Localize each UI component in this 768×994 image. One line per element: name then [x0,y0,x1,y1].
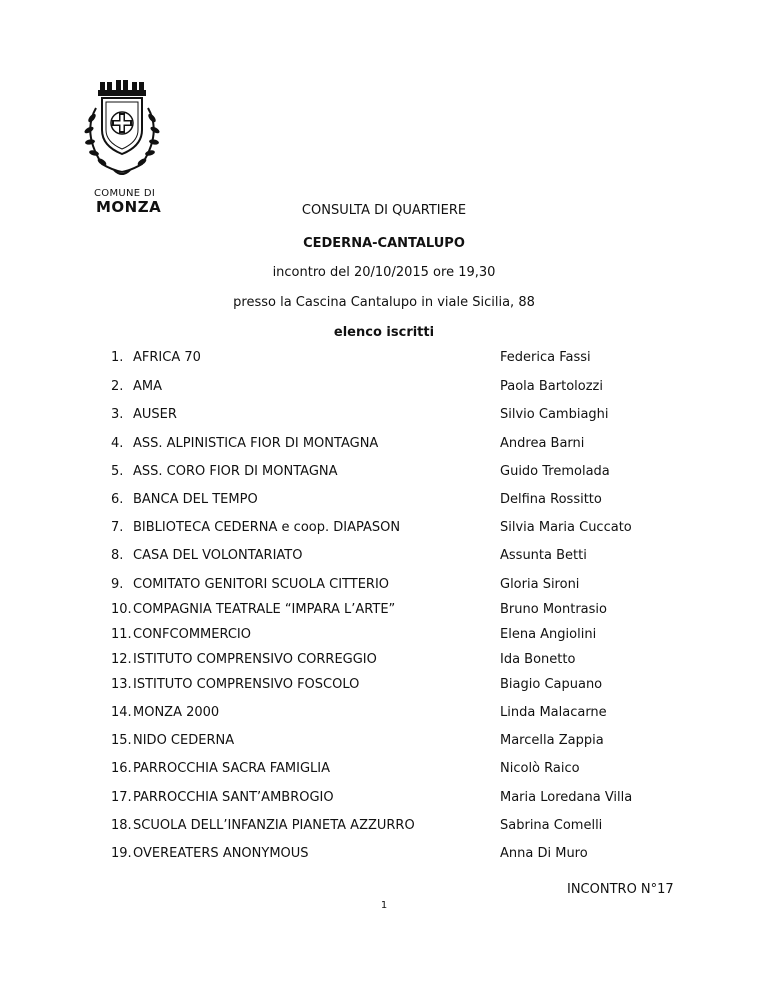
list-item [111,407,731,425]
logo-line2: MONZA [96,198,162,216]
item-number: 15. [111,733,132,748]
item-organization: ISTITUTO COMPRENSIVO FOSCOLO [133,677,360,692]
item-person: Assunta Betti [500,548,587,563]
meeting-date: incontro del 20/10/2015 ore 19,30 [272,265,496,280]
list-item [111,627,731,645]
item-person: Maria Loredana Villa [500,790,633,805]
item-number: 9. [111,577,124,592]
item-person: Bruno Montrasio [500,602,607,617]
list-item [111,492,731,510]
item-organization: BIBLIOTECA CEDERNA e coop. DIAPASON [133,520,401,535]
list-item [111,818,731,836]
logo-line1: COMUNE DI [94,188,156,199]
list-item [111,520,731,538]
item-number: 1. [111,350,124,365]
item-person: Paola Bartolozzi [500,379,603,394]
item-organization: OVEREATERS ANONYMOUS [133,846,309,861]
list-item [111,602,731,620]
item-organization: AMA [133,379,163,394]
item-number: 14. [111,705,132,720]
document-subtitle: CEDERNA-CANTALUPO [303,236,465,251]
item-number: 16. [111,761,132,776]
item-number: 11. [111,627,132,642]
coat-of-arms-icon [72,78,172,190]
list-item [111,436,731,454]
item-organization: CONFCOMMERCIO [133,627,251,642]
item-number: 12. [111,652,132,667]
item-person: Ida Bonetto [500,652,576,667]
item-number: 13. [111,677,132,692]
item-person: Linda Malacarne [500,705,607,720]
item-person: Silvia Maria Cuccato [500,520,632,535]
item-number: 5. [111,464,124,479]
item-number: 19. [111,846,132,861]
item-organization: AFRICA 70 [133,350,201,365]
meeting-number: INCONTRO N°17 [567,882,674,897]
item-organization: COMITATO GENITORI SCUOLA CITTERIO [133,577,390,592]
item-number: 8. [111,548,124,563]
item-organization: ASS. CORO FIOR DI MONTAGNA [133,464,338,479]
item-person: Andrea Barni [500,436,585,451]
list-item [111,677,731,695]
item-person: Delfina Rossitto [500,492,602,507]
list-item [111,761,731,779]
item-person: Silvio Cambiaghi [500,407,609,422]
item-organization: PARROCCHIA SACRA FAMIGLIA [133,761,331,776]
item-organization: BANCA DEL TEMPO [133,492,258,507]
item-organization: ASS. ALPINISTICA FIOR DI MONTAGNA [133,436,379,451]
list-item [111,548,731,566]
item-person: Federica Fassi [500,350,591,365]
item-number: 2. [111,379,124,394]
item-organization: PARROCCHIA SANT’AMBROGIO [133,790,334,805]
item-number: 7. [111,520,124,535]
item-person: Marcella Zappia [500,733,604,748]
item-organization: ISTITUTO COMPRENSIVO CORREGGIO [133,652,377,667]
document-title: CONSULTA DI QUARTIERE [301,203,467,218]
item-number: 3. [111,407,124,422]
item-number: 4. [111,436,124,451]
list-item [111,350,731,368]
list-item [111,846,731,864]
item-person: Nicolò Raico [500,761,580,776]
meeting-location: presso la Cascina Cantalupo in viale Sicilia, 88 [233,295,535,310]
item-person: Sabrina Comelli [500,818,603,833]
item-person: Anna Di Muro [500,846,588,861]
item-organization: NIDO CEDERNA [133,733,235,748]
item-organization: SCUOLA DELL’INFANZIA PIANETA AZZURRO [133,818,415,833]
monza-coat-of-arms-logo [72,78,172,218]
list-item [111,379,731,397]
list-item [111,733,731,751]
item-person: Guido Tremolada [500,464,610,479]
list-item [111,705,731,723]
item-organization: AUSER [133,407,177,422]
item-organization: CASA DEL VOLONTARIATO [133,548,303,563]
item-organization: MONZA 2000 [133,705,220,720]
list-item [111,464,731,482]
item-number: 17. [111,790,132,805]
item-number: 18. [111,818,132,833]
item-person: Gloria Sironi [500,577,580,592]
item-number: 6. [111,492,124,507]
list-item [111,652,731,670]
list-item [111,577,731,595]
page-number: 1 [380,900,388,911]
item-number: 10. [111,602,132,617]
item-organization: COMPAGNIA TEATRALE “IMPARA L’ARTE” [133,602,396,617]
item-person: Elena Angiolini [500,627,597,642]
list-item [111,790,731,808]
item-person: Biagio Capuano [500,677,603,692]
list-title: elenco iscritti [333,325,435,340]
